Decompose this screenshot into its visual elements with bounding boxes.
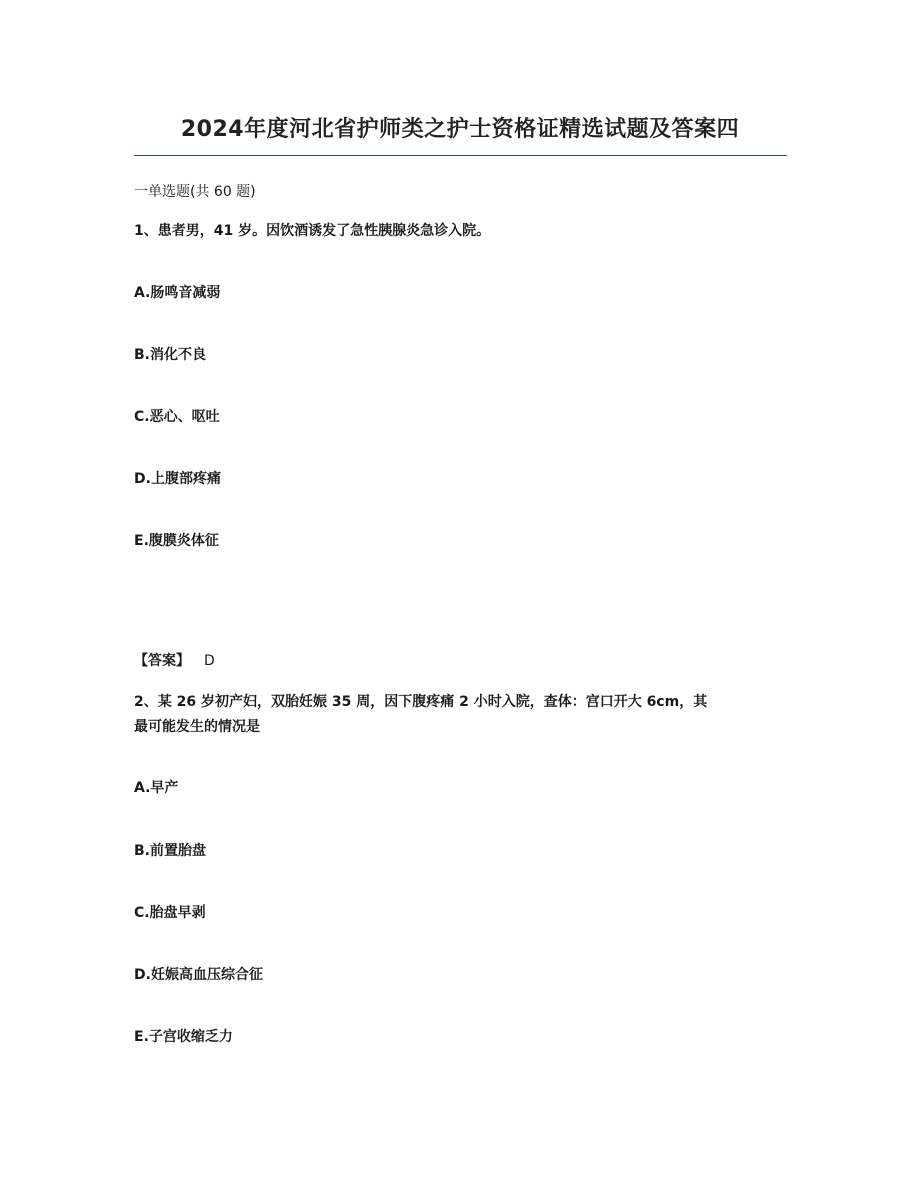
page-title: 2024年度河北省护师类之护士资格证精选试题及答案四 [180,117,740,142]
title-divider [134,155,787,156]
question-1-option-a: A.肠鸣音减弱 [134,285,221,301]
answer-label: 【答案】 [134,653,190,669]
question-2-stem-line-2: 最可能发生的情况是 [134,719,260,735]
question-2-option-e: E.子宫收缩乏力 [134,1029,233,1045]
question-1-answer [134,649,215,673]
question-1-option-c: C.恶心、呕吐 [134,409,220,425]
section-label: 一单选题(共 60 题) [134,184,256,200]
question-2-option-c: C.胎盘早剥 [134,905,206,921]
question-1-option-d: D.上腹部疼痛 [134,471,221,487]
question-2-option-d: D.妊娠高血压综合征 [134,967,263,983]
question-2-stem [134,690,789,740]
question-1-stem: 1、患者男，41 岁。因饮酒诱发了急性胰腺炎急诊入院。 [134,223,491,239]
question-2-stem-line-1: 2、某 26 岁初产妇，双胎妊娠 35 周，因下腹疼痛 2 小时入院，查体：宫口开大 6cm，其 [134,694,708,710]
answer-value: D [204,653,215,669]
question-1-option-b: B.消化不良 [134,347,206,363]
question-1-option-e: E.腹膜炎体征 [134,533,219,549]
question-2-option-a: A.早产 [134,780,179,796]
question-2-option-b: B.前置胎盘 [134,843,206,859]
